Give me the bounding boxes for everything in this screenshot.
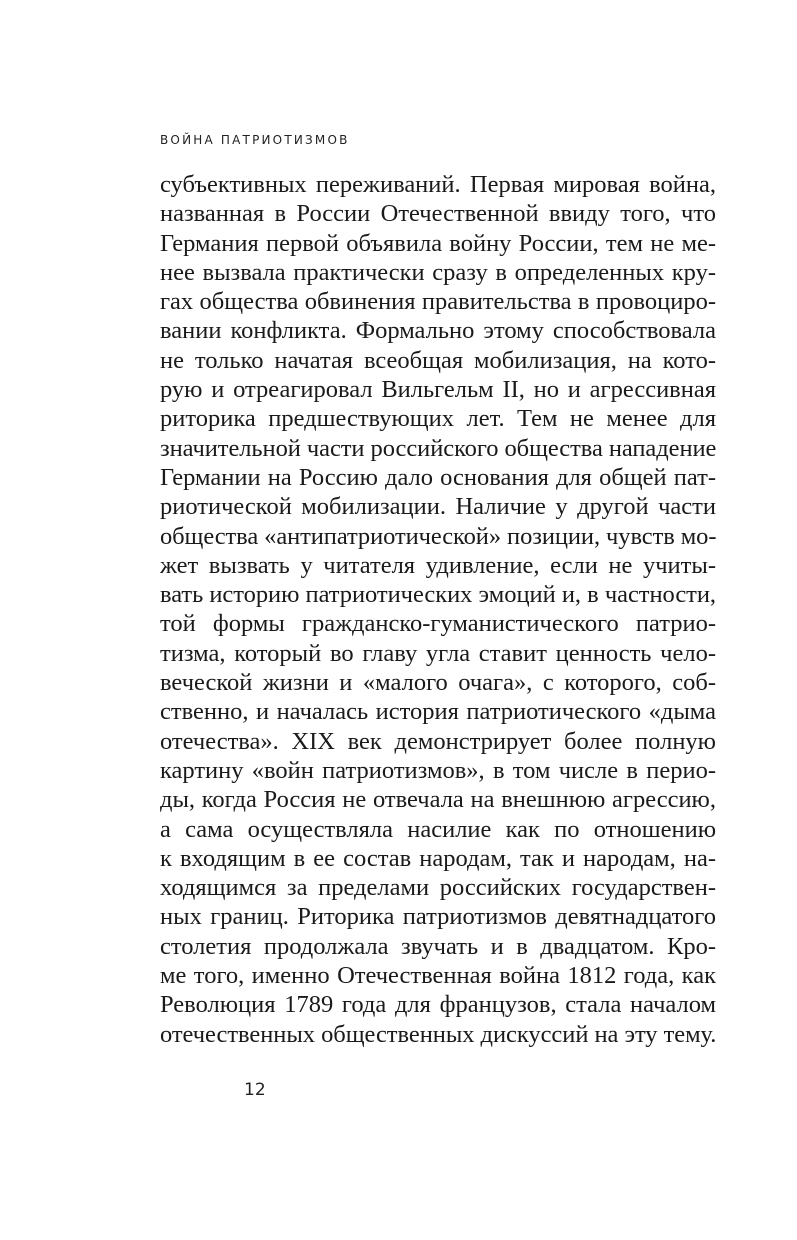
text-line: риторика предшествующих лет. Тем не менее для [160,405,716,433]
text-line: столетия продолжала звучать и в двадцатом. Кро- [160,932,716,960]
text-line: вать историю патриотических эмоций и, в частности, [160,581,716,609]
text-line: ходящимся за пределами российских государствен- [160,874,716,902]
text-line: ных границ. Риторика патриотизмов девятнадцатого [160,903,716,931]
text-line: тизма, который во главу угла ставит ценность чело- [160,639,716,667]
text-line: к входящим в ее состав народам, так и народам, на- [160,844,716,872]
text-line: риотической мобилизации. Наличие у другой части [160,493,716,521]
text-line: Германии на Россию дало основания для общей пат- [160,463,716,491]
text-line: жет вызвать у читателя удивление, если не учиты- [160,551,716,579]
text-line: нее вызвала практически сразу в определенных кру- [160,258,716,286]
text-line: ственно, и началась история патриотического «дыма [160,698,716,726]
text-line: субъективных переживаний. Первая мировая война, [160,171,716,198]
text-line: не только начатая всеобщая мобилизация, на кото- [160,346,716,374]
text-line: веческой жизни и «малого очага», с которого, соб- [160,669,716,697]
text-line: той формы гражданско-гуманистического патрио- [160,610,716,638]
text-line: гах общества обвинения правительства в провоциро- [160,288,716,316]
running-head: ВОЙНА ПАТРИОТИЗМОВ [160,133,350,147]
text-line: а сама осуществляла насилие как по отношению [160,815,716,843]
body-text [160,170,716,1049]
text-line: отечественных общественных дискуссий на эту тему. [160,1020,717,1048]
text-line: ды, когда Россия не отвечала на внешнюю агрессию, [160,786,716,814]
text-line: Революция 1789 года для французов, стала началом [160,991,716,1019]
text-line: вании конфликта. Формально этому способствовала [160,317,716,345]
text-line: Германия первой объявила войну России, тем не ме- [160,229,716,257]
text-line: рую и отреагировал Вильгельм II, но и агрессивная [160,376,716,404]
text-line: ме того, именно Отечественная война 1812 года, как [160,962,716,990]
page-number: 12 [244,1080,266,1100]
text-line: значительной части российского общества нападение [160,434,717,462]
text-line: отечества». XIX век демонстрирует более полную [160,727,716,755]
text-line: общества «антипатриотической» позиции, чувств мо- [160,522,717,550]
text-line: картину «войн патриотизмов», в том числе в перио- [160,756,716,784]
text-line: названная в России Отечественной ввиду того, что [160,200,716,228]
